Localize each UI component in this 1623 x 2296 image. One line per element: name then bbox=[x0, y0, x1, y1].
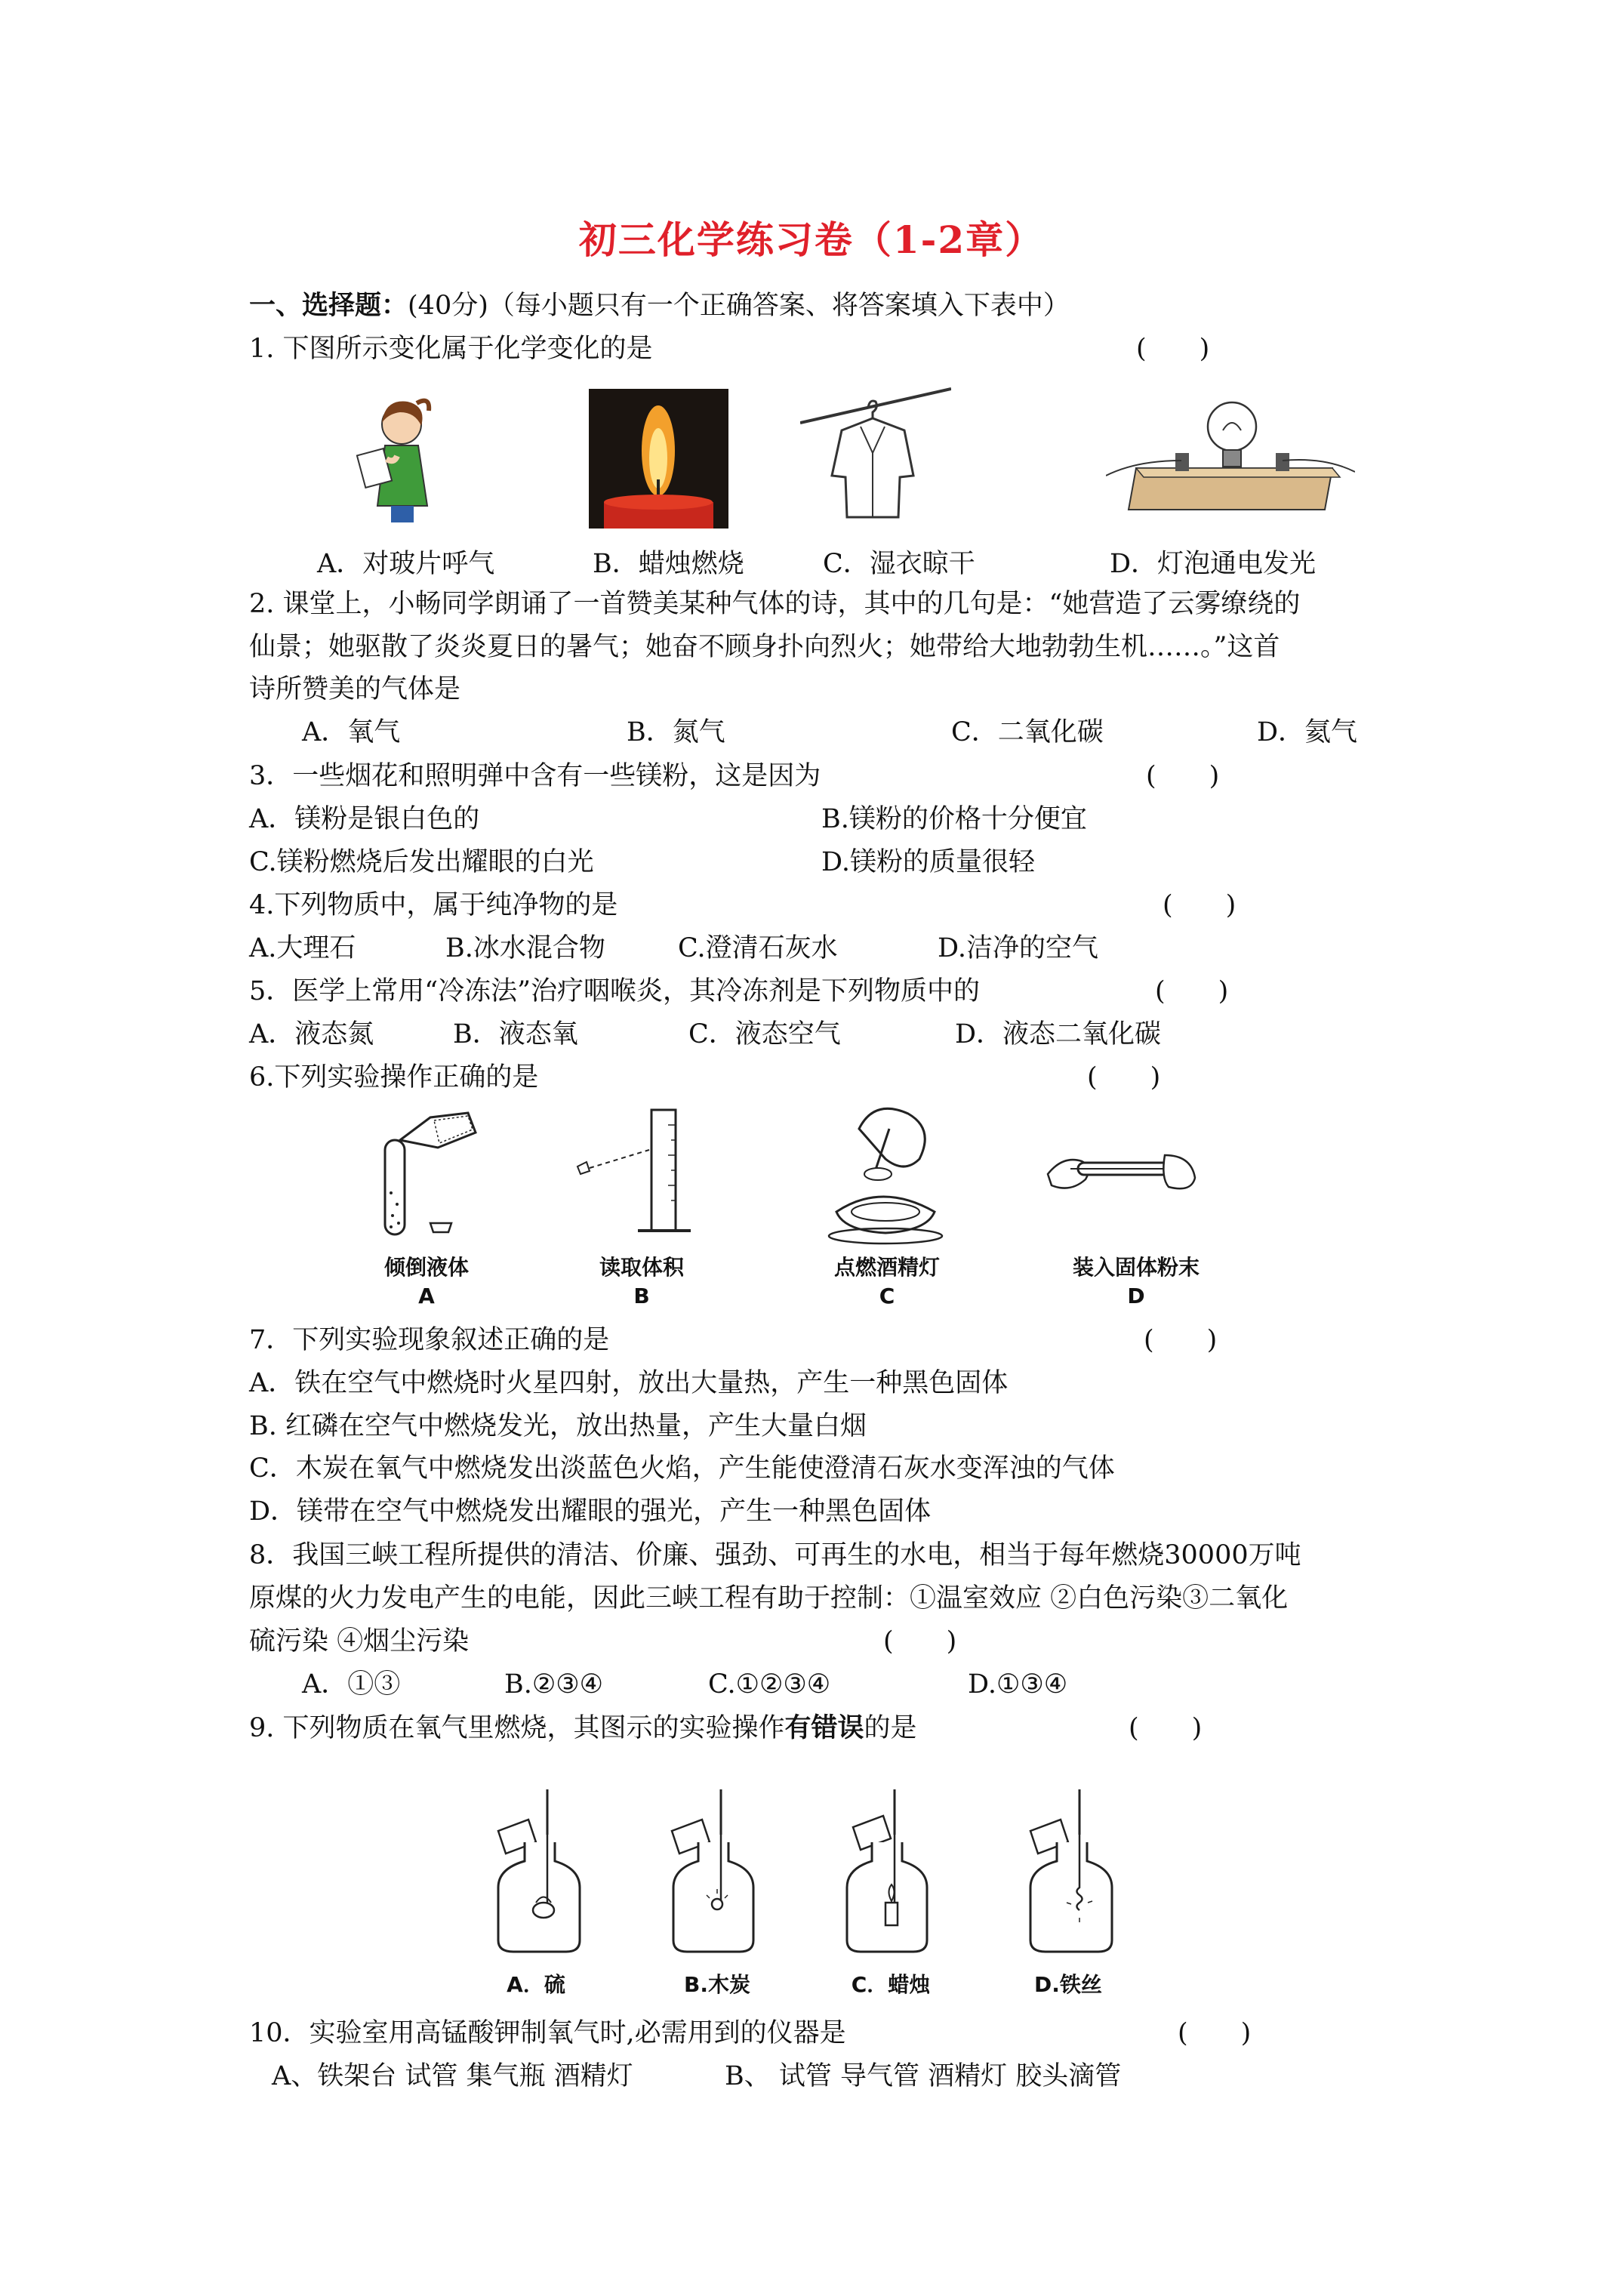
bottle-candle-diagram bbox=[838, 1789, 944, 1959]
q8-answer-blank: ( ) bbox=[883, 1626, 957, 1657]
bottle-iron-wire-diagram bbox=[1015, 1789, 1121, 1959]
q2-option-b: B．氮气 bbox=[627, 717, 725, 747]
q9-stem-prefix: 9. 下列物质在氧气里燃烧，其图示的实验操作 bbox=[249, 1713, 785, 1743]
q9-stem bbox=[249, 1709, 917, 1747]
light-bulb-circuit-image bbox=[1106, 385, 1355, 525]
girl-breathing-on-glass-image bbox=[355, 393, 438, 525]
reading-volume-diagram bbox=[562, 1106, 706, 1242]
q2-line-1: 2. 课堂上，小畅同学朗诵了一首赞美某种气体的诗，其中的几句是：“她营造了云雾缭绕的 bbox=[249, 589, 1301, 619]
burning-candle-image bbox=[589, 389, 728, 529]
pouring-liquid-diagram bbox=[362, 1110, 491, 1242]
q9-caption-a: A．硫 bbox=[507, 1972, 565, 1997]
adding-solid-powder-diagram bbox=[1040, 1133, 1203, 1216]
q10-stem: 10．实验室用高锰酸钾制氧气时,必需用到的仪器是 bbox=[249, 2018, 846, 2048]
q6-caption-c: 点燃酒精灯 bbox=[833, 1255, 940, 1280]
q6-letter-d: D bbox=[1127, 1284, 1145, 1308]
q5-option-d: D．液态二氧化碳 bbox=[955, 1019, 1162, 1049]
q1-option-d: D．灯泡通电发光 bbox=[1110, 549, 1317, 579]
q4-option-c: C.澄清石灰水 bbox=[678, 933, 838, 963]
q4-answer-blank: ( ) bbox=[1163, 890, 1236, 920]
q3-answer-blank: ( ) bbox=[1146, 761, 1220, 791]
q4-stem: 4.下列物质中，属于纯净物的是 bbox=[249, 890, 618, 920]
q8-option-b: B.②③④ bbox=[504, 1669, 603, 1700]
q1-option-a: A．对玻片呼气 bbox=[317, 549, 495, 579]
q4-option-a: A.大理石 bbox=[249, 933, 356, 963]
q9-caption-d: D.铁丝 bbox=[1034, 1972, 1102, 1997]
q6-answer-blank: ( ) bbox=[1087, 1062, 1161, 1093]
wet-clothes-drying-image bbox=[800, 385, 951, 525]
page-title: 初三化学练习卷（1-2章） bbox=[578, 217, 1045, 262]
q9-stem-emphasis: 有错误 bbox=[784, 1712, 864, 1743]
q3-option-d: D.镁粉的质量很轻 bbox=[821, 847, 1035, 877]
q2-line-2: 仙景；她驱散了炎炎夏日的暑气；她奋不顾身扑向烈火；她带给大地勃勃生机……。”这首 bbox=[249, 632, 1280, 662]
q7-option-c: C．木炭在氧气中燃烧发出淡蓝色火焰，产生能使澄清石灰水变浑浊的气体 bbox=[249, 1453, 1115, 1484]
q1-option-c: C．湿衣晾干 bbox=[823, 549, 975, 579]
q1-option-b: B．蜡烛燃烧 bbox=[593, 549, 744, 579]
q8-line-2: 原煤的火力发电产生的电能，因此三峡工程有助于控制：①温室效应 ②白色污染③二氧化 bbox=[249, 1583, 1289, 1613]
q5-answer-blank: ( ) bbox=[1155, 976, 1229, 1006]
q3-stem: 3．一些烟花和照明弹中含有一些镁粉，这是因为 bbox=[249, 761, 821, 791]
q1-stem: 1. 下图所示变化属于化学变化的是 bbox=[249, 334, 653, 364]
q9-caption-b: B.木炭 bbox=[684, 1972, 750, 1997]
q8-option-c: C.①②③④ bbox=[708, 1669, 831, 1700]
section-instruction: (40分)（每小题只有一个正确答案、将答案填入下表中） bbox=[408, 291, 1070, 321]
q3-option-c: C.镁粉燃烧后发出耀眼的白光 bbox=[249, 847, 594, 877]
q10-option-a: A、铁架台 试管 集气瓶 酒精灯 bbox=[272, 2061, 633, 2091]
section-header bbox=[249, 287, 1070, 325]
q7-option-d: D．镁带在空气中燃烧发出耀眼的强光，产生一种黑色固体 bbox=[249, 1496, 932, 1527]
q8-option-d: D.①③④ bbox=[968, 1669, 1068, 1700]
bottle-charcoal-diagram bbox=[664, 1789, 770, 1959]
q7-option-a: A．铁在空气中燃烧时火星四射，放出大量热，产生一种黑色固体 bbox=[249, 1368, 1009, 1398]
q8-option-a: A．①③ bbox=[302, 1669, 401, 1700]
q2-line-3: 诗所赞美的气体是 bbox=[249, 674, 461, 704]
q3-option-b: B.镁粉的价格十分便宜 bbox=[821, 804, 1087, 834]
q2-option-c: C．二氧化碳 bbox=[951, 717, 1104, 747]
q9-caption-c: C．蜡烛 bbox=[851, 1972, 931, 1997]
lighting-alcohol-lamp-diagram bbox=[814, 1099, 957, 1246]
q6-caption-d: 装入固体粉末 bbox=[1072, 1255, 1200, 1280]
bottle-sulfur-diagram bbox=[483, 1789, 589, 1959]
q1-answer-blank: ( ) bbox=[1136, 334, 1210, 364]
q6-letter-b: B bbox=[633, 1284, 650, 1308]
q5-option-c: C．液态空气 bbox=[688, 1019, 841, 1049]
q7-stem: 7．下列实验现象叙述正确的是 bbox=[249, 1325, 610, 1355]
q2-option-a: A．氧气 bbox=[302, 717, 401, 747]
q5-stem: 5．医学上常用“冷冻法”治疗咽喉炎，其冷冻剂是下列物质中的 bbox=[249, 976, 981, 1006]
q6-letter-a: A bbox=[418, 1284, 435, 1308]
q10-option-b: B、 试管 导气管 酒精灯 胶头滴管 bbox=[725, 2061, 1122, 2091]
q6-stem: 6.下列实验操作正确的是 bbox=[249, 1062, 539, 1093]
q4-option-b: B.冰水混合物 bbox=[445, 933, 605, 963]
q7-option-b: B. 红磷在空气中燃烧发光，放出热量，产生大量白烟 bbox=[249, 1411, 867, 1441]
q10-answer-blank: ( ) bbox=[1178, 2018, 1252, 2048]
q7-answer-blank: ( ) bbox=[1144, 1325, 1218, 1355]
q5-option-b: B．液态氧 bbox=[453, 1019, 578, 1049]
q2-option-d: D．氦气 bbox=[1257, 717, 1358, 747]
q6-caption-a: 倾倒液体 bbox=[383, 1255, 469, 1280]
q9-answer-blank: ( ) bbox=[1129, 1713, 1203, 1743]
q8-line-1: 8．我国三峡工程所提供的清洁、价廉、强劲、可再生的水电，相当于每年燃烧30000万吨 bbox=[249, 1540, 1301, 1570]
q4-option-d: D.洁净的空气 bbox=[938, 933, 1098, 963]
section-label: 一、选择题： bbox=[249, 290, 408, 321]
q5-option-a: A．液态氮 bbox=[249, 1019, 374, 1049]
q3-option-a: A．镁粉是银白色的 bbox=[249, 804, 480, 834]
q9-stem-suffix: 的是 bbox=[864, 1713, 917, 1743]
q6-letter-c: C bbox=[879, 1284, 895, 1308]
q6-caption-b: 读取体积 bbox=[599, 1255, 684, 1280]
q8-line-3: 硫污染 ④烟尘污染 bbox=[249, 1626, 470, 1657]
